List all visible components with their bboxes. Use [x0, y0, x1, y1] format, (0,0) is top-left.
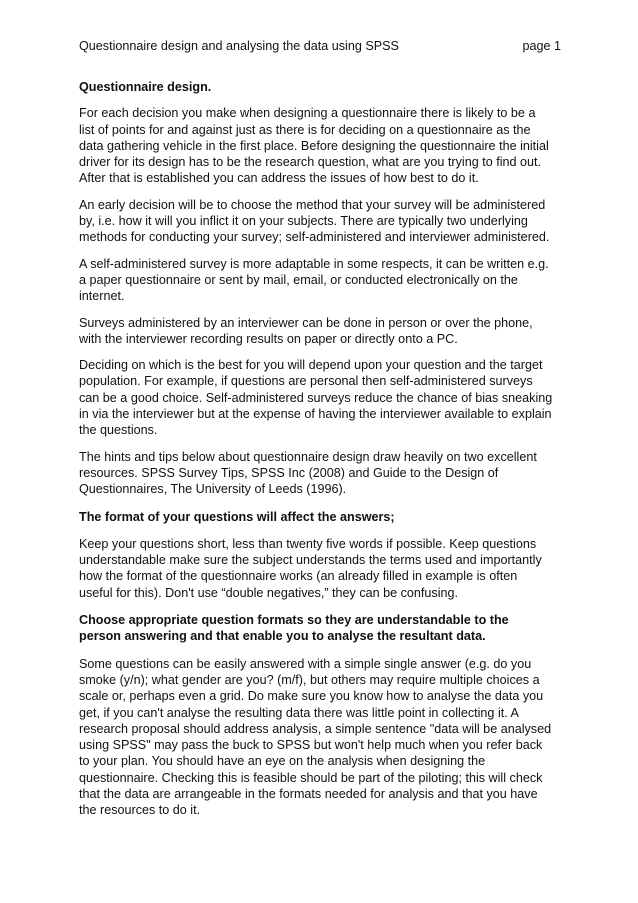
paragraph-method-decision: An early decision will be to choose the method that your survey will be administered by, i.e. how it will you inflict it on your subjects. There are typically two underlying methods for conducting your survey; self-administered and interviewer administered. — [79, 197, 550, 245]
page-number: page 1 — [522, 39, 561, 53]
header-title: Questionnaire design and analysing the data using SPSS — [79, 39, 399, 53]
document-body — [79, 79, 569, 819]
paragraph-resources: The hints and tips below about questionnaire design draw heavily on two excellent resources. SPSS Survey Tips, SPSS Inc (2008) and Guide to the Design of Questionnaires, The University of Leeds (1996). — [79, 449, 537, 497]
paragraph-analysis: Some questions can be easily answered with a simple single answer (e.g. do you smoke (y/n); what gender are you? (m/f), but others may require multiple choices a scale or, perhaps even a grid. Do make sure you know how to analyse the data you get, if you can't analyse the resulting data there was little point in collecting it. A research proposal should address analysis, a simple sentence "data will be analysed using SPSS" may pass the buck to SPSS but won't help much when you refer back to your plan. You should have an eye on the analysis when designing the questionnaire. Checking this is feasible should be part of the piloting; this will check that the data are arrangeable in the formats needed for analysis and that you have the resources to do it. — [79, 656, 552, 818]
section-heading-question-format: The format of your questions will affect the answers; — [79, 509, 395, 524]
paragraph-keep-short: Keep your questions short, less than twenty five words if possible. Keep questions understandable make sure the subject understands the terms used and importantly how the format of the questionnaire works (an already filled in example is often useful for this). Don't use “double negatives,” they can be confusing. — [79, 536, 542, 600]
paragraph-deciding: Deciding on which is the best for you will depend upon your question and the target population. For example, if questions are personal then self-administered surveys can be a good choice. Self-administered surveys reduce the chance of bias sneaking in via the interviewer but at the expense of having the interviewer available to explain the questions. — [79, 358, 553, 438]
section-heading-questionnaire-design: Questionnaire design. — [79, 80, 212, 94]
paragraph-interviewer: Surveys administered by an interviewer can be done in person or over the phone, with the interviewer recording results on paper or directly onto a PC. — [79, 315, 533, 346]
section-heading-appropriate-formats: Choose appropriate question formats so they are understandable to the person answering and that enable you to analyse the resultant data. — [79, 613, 509, 644]
paragraph-intro: For each decision you make when designing a questionnaire there is likely to be a list of points for and against just as there is for deciding on a questionnaire as the data gathering vehicle in the first place. Before designing the questionnaire the initial driver for its design has to be the research question, what are you trying to find out. After that is established you can address the issues of how best to do it. — [79, 106, 549, 186]
paragraph-self-administered: A self-administered survey is more adaptable in some respects, it can be written e.g. a paper questionnaire or sent by mail, email, or conducted electronically on the internet. — [79, 256, 549, 304]
